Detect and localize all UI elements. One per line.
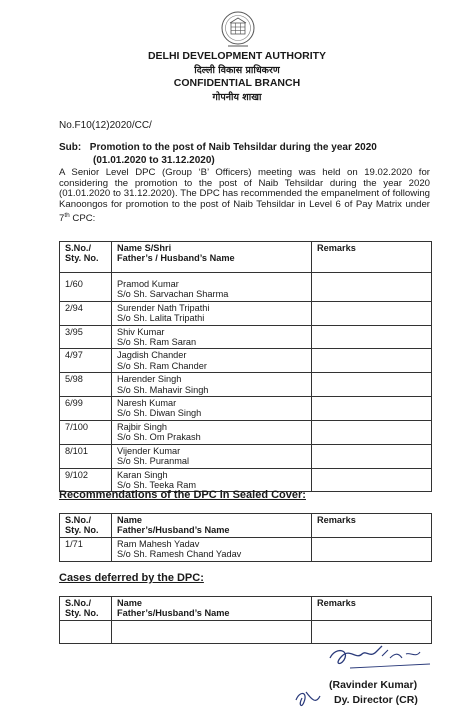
org-name-en: DELHI DEVELOPMENT AUTHORITY bbox=[147, 50, 327, 62]
branch-name-hi: गोपनीय शाखा bbox=[212, 91, 262, 103]
person-name: Jagdish Chander bbox=[117, 350, 187, 361]
dda-logo-icon bbox=[220, 10, 256, 50]
letterhead bbox=[0, 50, 474, 104]
cell-sno: 9/102 bbox=[60, 468, 112, 492]
cell-remarks bbox=[312, 420, 432, 444]
deferred-cases-table bbox=[59, 596, 432, 644]
cell-remarks bbox=[312, 349, 432, 373]
person-name: Rajbir Singh bbox=[117, 421, 168, 432]
empanelment-table bbox=[59, 241, 432, 492]
header-sno: S.No./ Sty. No. bbox=[60, 242, 112, 273]
cell-name bbox=[112, 420, 312, 444]
table-header-row bbox=[60, 514, 432, 538]
header-remarks: Remarks bbox=[312, 597, 432, 621]
body-paragraph bbox=[59, 168, 430, 225]
cell-name bbox=[112, 397, 312, 421]
table-row bbox=[60, 420, 432, 444]
header-remarks: Remarks bbox=[312, 242, 432, 273]
sealed-cover-table bbox=[59, 513, 432, 562]
subject bbox=[59, 141, 377, 167]
signatory-name: (Ravinder Kumar) bbox=[329, 679, 418, 691]
cell-sno: 7/100 bbox=[60, 420, 112, 444]
relation-name: S/o Sh. Sarvachan Sharma bbox=[117, 289, 229, 300]
cell-sno: 1/60 bbox=[60, 273, 112, 302]
subject-line-2: (01.01.2020 to 31.12.2020) bbox=[93, 155, 215, 166]
relation-name: S/o Sh. Diwan Singh bbox=[117, 408, 202, 419]
relation-name: S/o Sh. Mahavir Singh bbox=[117, 384, 209, 395]
header-name: Name S/Shri Father’s / Husband’s Name bbox=[112, 242, 312, 273]
branch-name-en: CONFIDENTIAL BRANCH bbox=[173, 77, 301, 90]
table-header-row bbox=[60, 597, 432, 621]
signatory-designation: Dy. Director (CR) bbox=[334, 694, 418, 706]
reference-number: No.F10(12)2020/CC/ bbox=[59, 120, 152, 131]
relation-name: S/o Sh. Lalita Tripathi bbox=[117, 313, 205, 324]
subject-line-1: Promotion to the post of Naib Tehsildar during the year 2020 bbox=[89, 142, 377, 153]
table-row bbox=[60, 349, 432, 373]
cell-remarks bbox=[312, 301, 432, 325]
relation-name: S/o Sh. Ram Chander bbox=[117, 360, 207, 371]
relation-name: S/o Sh. Puranmal bbox=[117, 456, 190, 467]
cell-name bbox=[112, 273, 312, 302]
header-remarks: Remarks bbox=[312, 514, 432, 538]
person-name: Harender Singh bbox=[117, 374, 182, 385]
cell-remarks bbox=[312, 273, 432, 302]
cell-sno: 6/99 bbox=[60, 397, 112, 421]
paragraph-text: A Senior Level DPC (Group ‘B’ Officers) meeting was held on 19.02.2020 for considering the promotion to the post of Naib Tehsildar during the year 2020 (01.01.2020 to 31.12.2020). The DPC has recommended the empanelment of following Kanoongos for promotion to the post of Naib Tehsildar in Level 6 of Pay Matrix under 7 bbox=[59, 167, 430, 224]
person-name: Karan Singh bbox=[117, 469, 168, 480]
cell-name bbox=[112, 349, 312, 373]
table-row bbox=[60, 537, 432, 561]
person-name: Naresh Kumar bbox=[117, 398, 177, 409]
cell-sno: 2/94 bbox=[60, 301, 112, 325]
cell-sno bbox=[60, 620, 112, 643]
header-sno: S.No./ Sty. No. bbox=[60, 514, 112, 538]
paragraph-sup: th bbox=[64, 211, 70, 219]
cell-name: Ram Mahesh Yadav S/o Sh. Ramesh Chand Yadav bbox=[112, 537, 312, 561]
table-row bbox=[60, 273, 432, 302]
deferred-cases-heading: Cases deferred by the DPC: bbox=[59, 572, 204, 584]
table-row bbox=[60, 325, 432, 349]
cell-sno: 5/98 bbox=[60, 373, 112, 397]
table-row bbox=[60, 444, 432, 468]
cell-remarks bbox=[312, 397, 432, 421]
cell-sno: 4/97 bbox=[60, 349, 112, 373]
cell-remarks bbox=[312, 325, 432, 349]
header-name: Name Father’s/Husband’s Name bbox=[112, 597, 312, 621]
cell-sno: 8/101 bbox=[60, 444, 112, 468]
paragraph-tail: CPC: bbox=[69, 213, 96, 224]
cell-sno: 1/71 bbox=[60, 537, 112, 561]
cell-name bbox=[112, 620, 312, 643]
relation-name: S/o Sh. Ram Saran bbox=[117, 337, 197, 348]
table-row bbox=[60, 397, 432, 421]
person-name: Vijender Kumar bbox=[117, 445, 181, 456]
table-header-row bbox=[60, 242, 432, 273]
relation-name: S/o Sh. Teeka Ram bbox=[117, 479, 196, 490]
cell-name bbox=[112, 373, 312, 397]
table-row bbox=[60, 301, 432, 325]
relation-name: S/o Sh. Om Prakash bbox=[117, 432, 201, 443]
table-row bbox=[60, 373, 432, 397]
header-name: Name Father’s/Husband’s Name bbox=[112, 514, 312, 538]
cell-name bbox=[112, 301, 312, 325]
cell-remarks bbox=[312, 444, 432, 468]
cell-remarks bbox=[312, 468, 432, 492]
org-name-hi: दिल्ली विकास प्राधिकरण bbox=[194, 64, 280, 76]
cell-remarks bbox=[312, 537, 432, 561]
cell-name bbox=[112, 444, 312, 468]
subject-label: Sub: bbox=[59, 142, 82, 153]
person-name: Pramod Kumar bbox=[117, 279, 179, 289]
cell-sno: 3/95 bbox=[60, 325, 112, 349]
cell-name bbox=[112, 325, 312, 349]
person-name: Surender Nath Tripathi bbox=[117, 302, 210, 313]
sealed-cover-heading: Recommendations of the DPC in Sealed Cover: bbox=[59, 489, 306, 501]
header-sno: S.No./ Sty. No. bbox=[60, 597, 112, 621]
person-name: Shiv Kumar bbox=[117, 326, 165, 337]
cell-remarks bbox=[312, 373, 432, 397]
